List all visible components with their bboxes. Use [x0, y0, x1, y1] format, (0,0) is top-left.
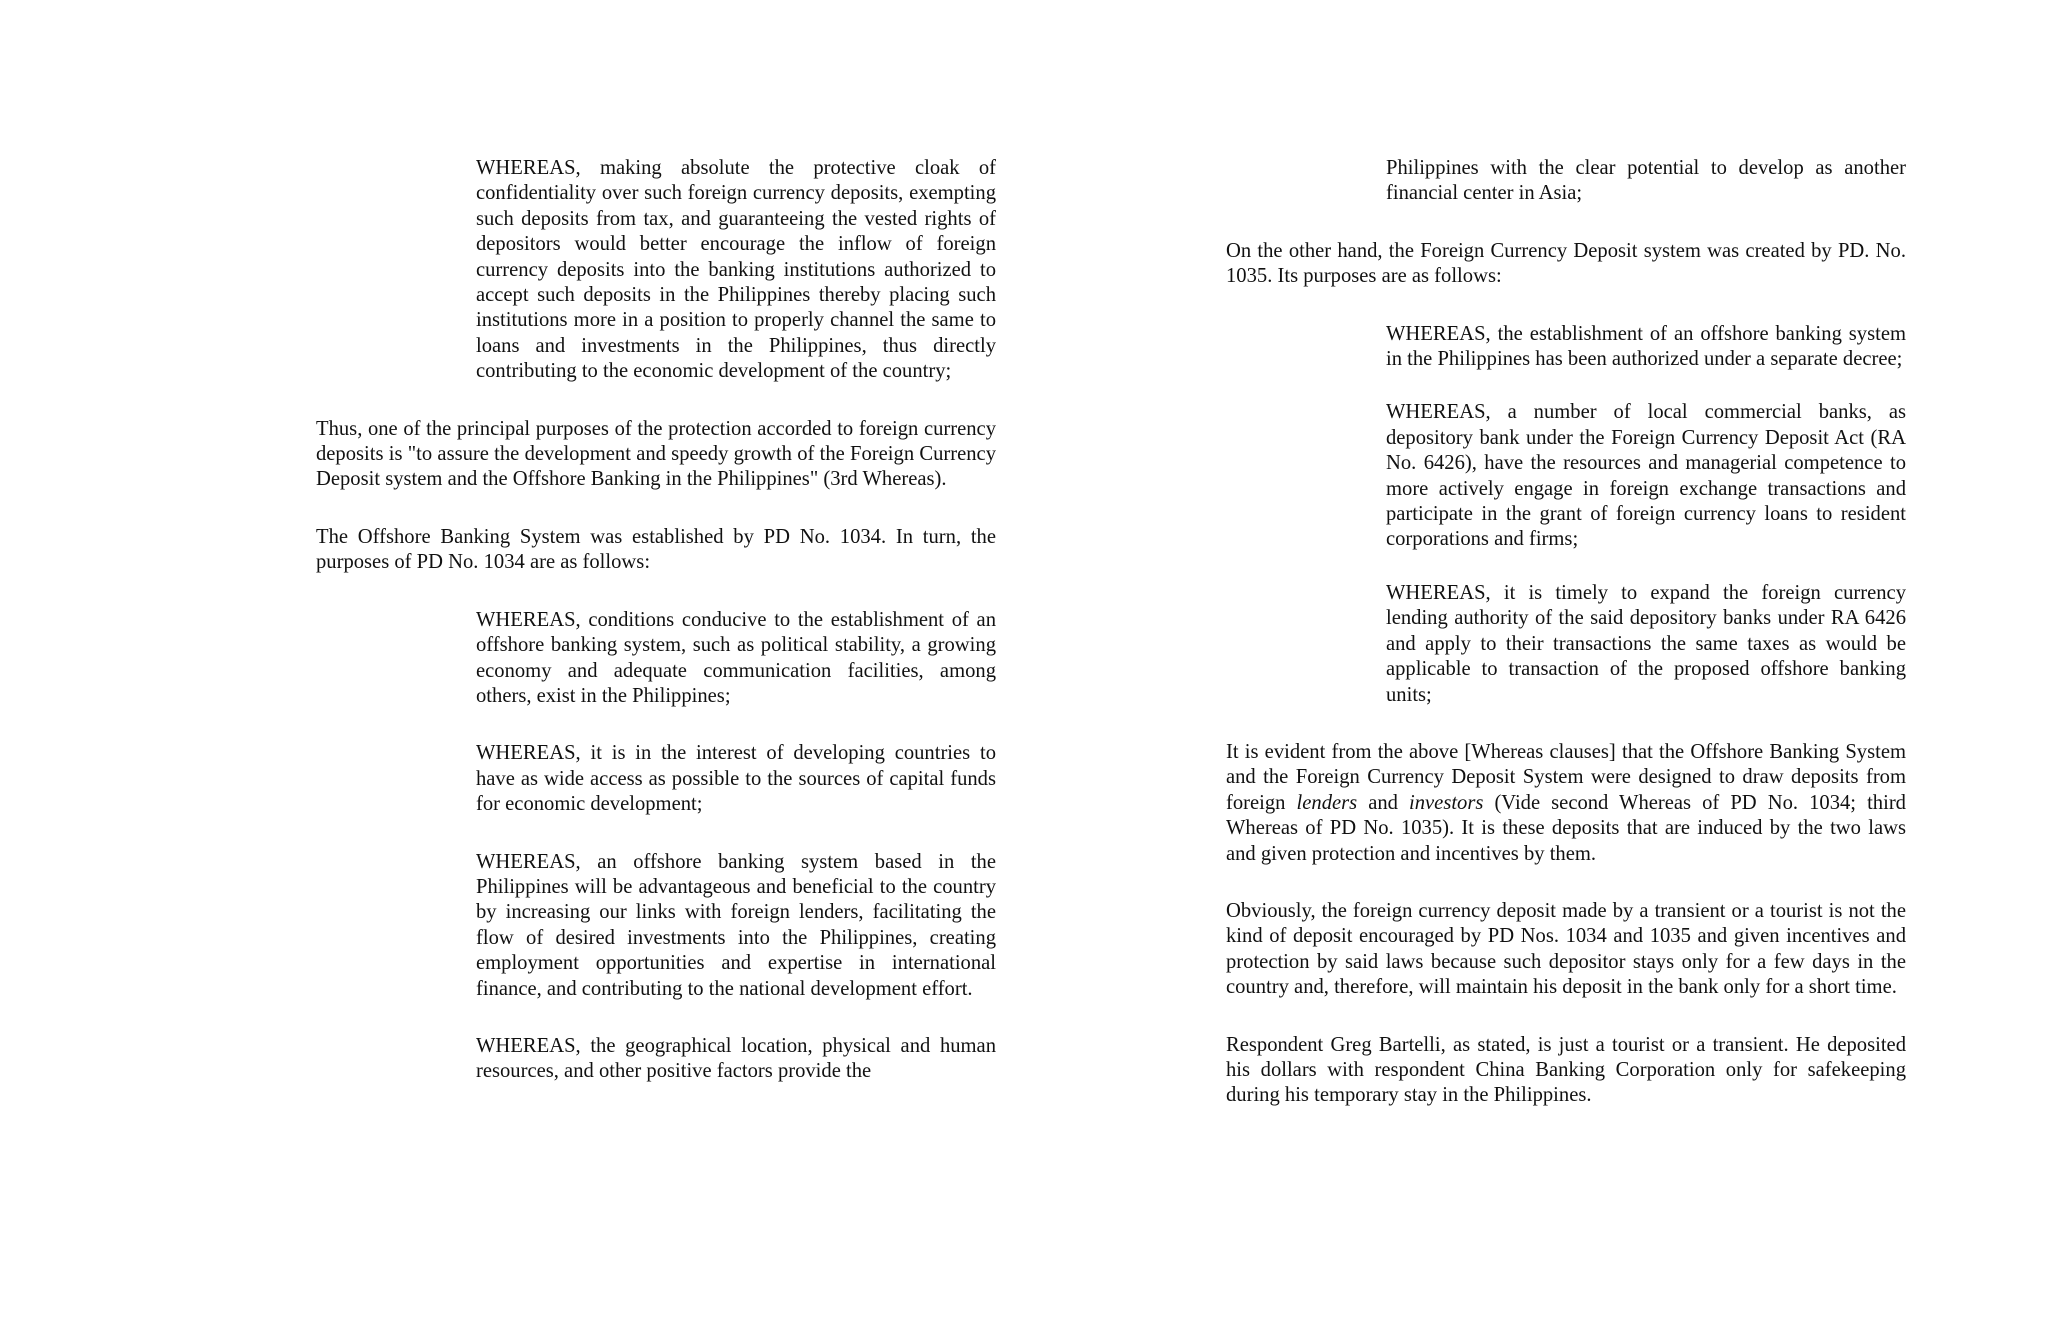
- whereas-clause-expand-lending: WHEREAS, it is timely to expand the foreign currency lending authority of the said depository banks under RA 6426 and apply to their transactions the same taxes as would be applicable to transaction of the proposed offshore banking units;: [1386, 581, 1906, 706]
- evident-text-part3: (Vide second Whereas of PD No. 1034; third Whereas of PD No. 1035). It is these deposits that are induced by the two laws and given protection and incentives by them.: [1226, 791, 1906, 865]
- whereas-clause-geographical: WHEREAS, the geographical location, physical and human resources, and other positive factors provide the: [476, 1034, 996, 1083]
- whereas-clause-local-banks: WHEREAS, a number of local commercial banks, as depository bank under the Foreign Currency Deposit Act (RA No. 6426), have the resources and managerial competence to more actively engage in foreign exchange transactions and participate in the grant of foreign currency loans to resident corporations and firms;: [1386, 401, 1906, 551]
- whereas-clause-conditions: WHEREAS, conditions conducive to the establishment of an offshore banking system, such as political stability, a growing economy and adequate communication facilities, among others, exist in the Philippines;: [476, 608, 996, 707]
- whereas-clause-offshore-authorized: WHEREAS, the establishment of an offshore banking system in the Philippines has been authorized under a separate decree;: [1386, 322, 1906, 371]
- paragraph-principal-purposes: Thus, one of the principal purposes of the protection accorded to foreign currency deposits is "to assure the development and speedy growth of the Foreign Currency Deposit system and the Offshore Banking in the Philippines" (3rd Whereas).: [316, 417, 996, 491]
- whereas-clause-continued: Philippines with the clear potential to develop as another financial center in Asia;: [1386, 157, 1906, 205]
- whereas-clause-confidentiality: WHEREAS, making absolute the protective cloak of confidentiality over such foreign currency deposits, exempting such deposits from tax, and guaranteeing the vested rights of depositors would better encourage the inflow of foreign currency deposits into the banking institutions authorized to accept such deposits in the Philippines thereby placing such institutions more in a position to properly channel the same to loans and investments in the Philippines, thus directly contributing to the economic development of the country;: [476, 157, 996, 383]
- paragraph-offshore-banking-system: The Offshore Banking System was established by PD No. 1034. In turn, the purposes of PD No. 1034 are as follows:: [316, 525, 996, 574]
- left-page-column: [316, 156, 996, 1117]
- paragraph-respondent: Respondent Greg Bartelli, as stated, is just a tourist or a transient. He deposited his dollars with respondent China Banking Corporation only for safekeeping during his temporary stay in the Philippines.: [1226, 1033, 1906, 1107]
- whereas-clause-developing-countries: WHEREAS, it is in the interest of developing countries to have as wide access as possible to the sources of capital funds for economic development;: [476, 742, 996, 816]
- evident-emphasis-investors: investors: [1409, 791, 1484, 814]
- right-page-column: [1226, 156, 1906, 1141]
- paragraph-fcd-created: On the other hand, the Foreign Currency Deposit system was created by PD. No. 1035. Its purposes are as follows:: [1226, 239, 1906, 288]
- evident-text-part1: It is evident from the above [Whereas clauses] that the Offshore Banking System and the Foreign Currency Deposit System were designed to draw deposits from foreign: [1226, 740, 1906, 814]
- paragraph-evident: [1226, 740, 1906, 867]
- whereas-clause-advantageous: WHEREAS, an offshore banking system based in the Philippines will be advantageous and beneficial to the country by increasing our links with foreign lenders, facilitating the flow of desired investments into the Philippines, creating employment opportunities and expertise in international finance, and contributing to the national development effort.: [476, 850, 996, 1000]
- evident-text-part2: and: [1357, 791, 1410, 814]
- evident-emphasis-lenders: lenders: [1296, 791, 1358, 814]
- paragraph-obviously: Obviously, the foreign currency deposit made by a transient or a tourist is not the kind of deposit encouraged by PD Nos. 1034 and 1035 and given incentives and protection by said laws because such depositor stays only for a few days in the country and, therefore, will maintain his deposit in the bank only for a short time.: [1226, 899, 1906, 999]
